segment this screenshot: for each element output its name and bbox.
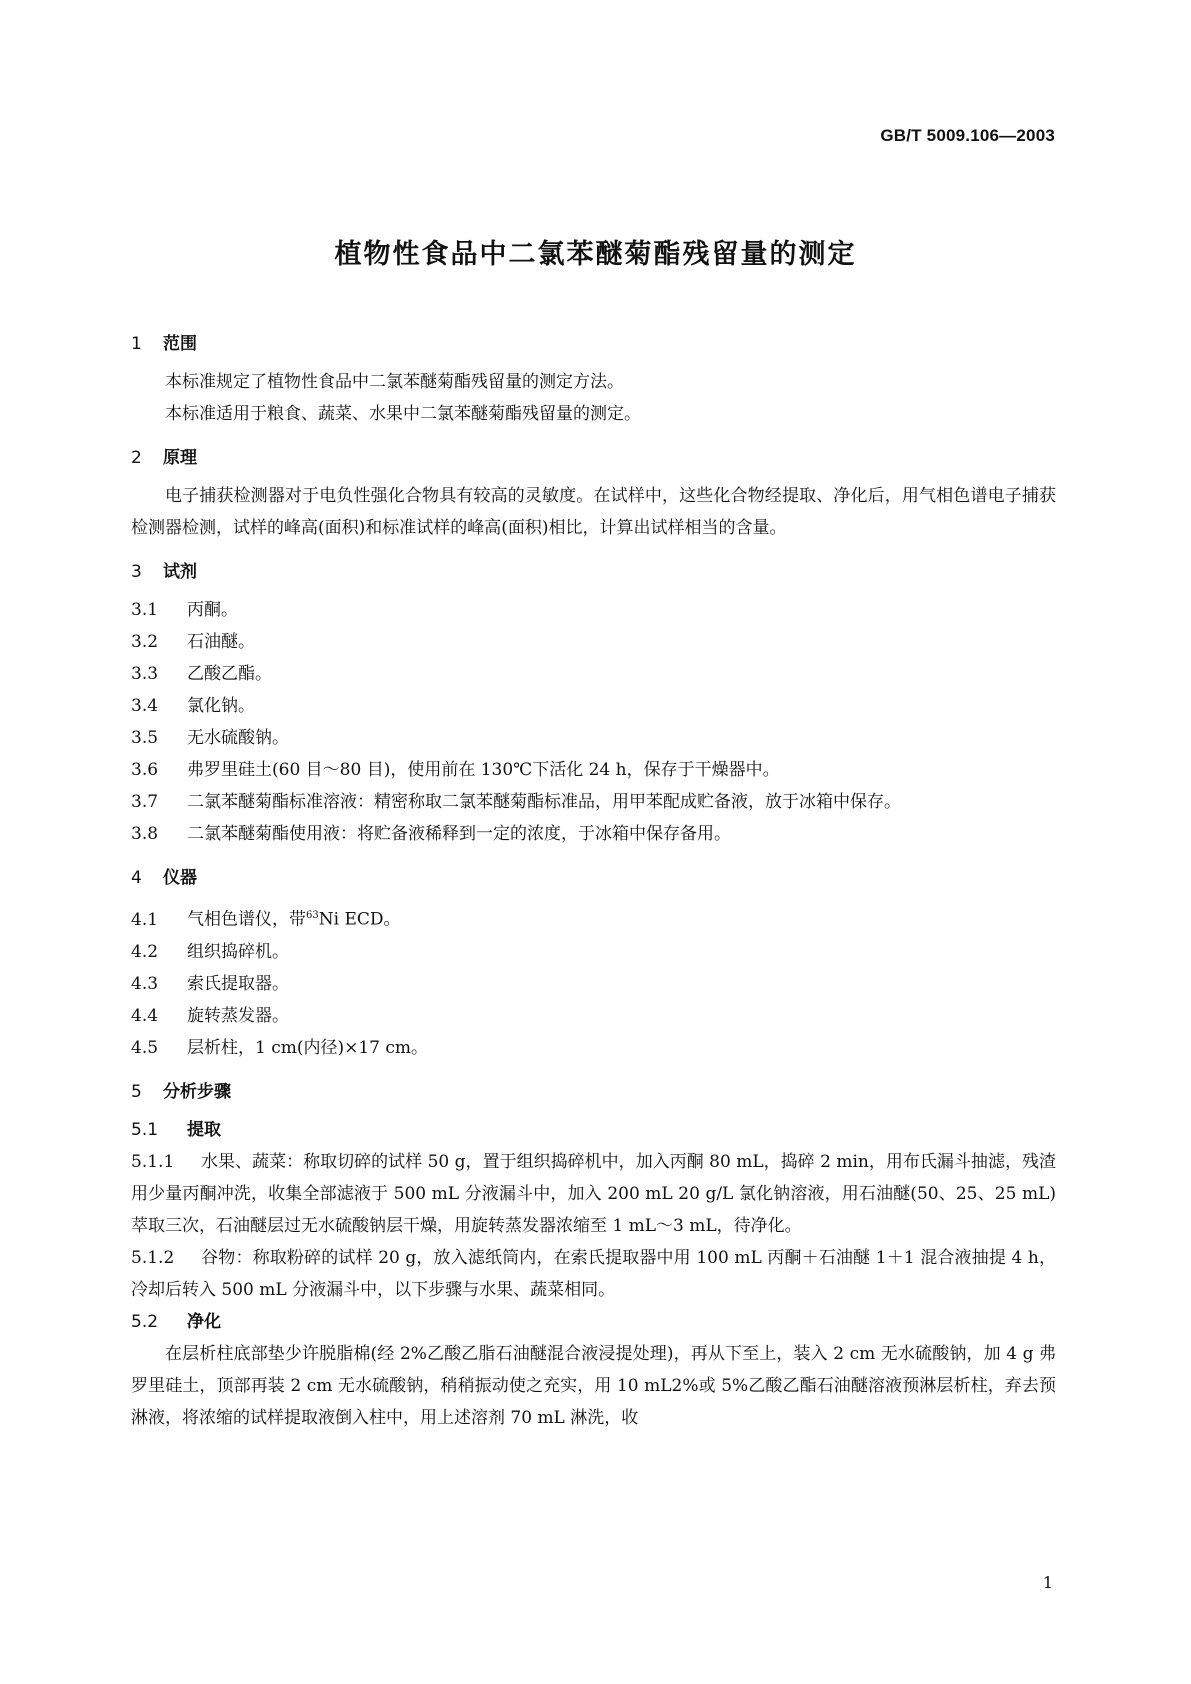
list-item (131, 818, 1056, 850)
item-text: 气相色谱仪，带 (187, 909, 306, 930)
section-number: 4 (131, 868, 142, 888)
section-heading-procedure (131, 1076, 1056, 1108)
document-title: 植物性食品中二氯苯醚菊酯残留量的测定 (334, 239, 857, 270)
item-text: 索氏提取器。 (187, 973, 289, 994)
list-item (131, 658, 1056, 690)
item-number: 3.6 (131, 760, 159, 780)
item-text: 石油醚。 (187, 632, 255, 652)
item-text: 二氯苯醚菊酯标准溶液：精密称取二氯苯醚菊酯标准品，用甲苯配成贮备液，放于冰箱中保存。 (187, 792, 901, 812)
section-title: 分析步骤 (163, 1081, 231, 1102)
item-text: 二氯苯醚菊酯使用液：将贮备液稀释到一定的浓度，于冰箱中保存备用。 (187, 824, 731, 844)
item-number: 3.2 (131, 632, 159, 652)
section-number: 3 (131, 562, 142, 582)
list-item (131, 722, 1056, 754)
section-heading-apparatus (131, 862, 1056, 894)
section-number: 1 (131, 334, 142, 354)
list-item (131, 690, 1056, 722)
clause-number: 5.1.1 (131, 1151, 175, 1172)
subsection-title: 净化 (187, 1311, 221, 1332)
item-text: 丙酮。 (187, 600, 238, 620)
item-number: 4.3 (131, 973, 159, 994)
isotope-superscript: 63 (306, 910, 319, 921)
list-item (131, 626, 1056, 658)
section-heading-scope (131, 328, 1056, 360)
paragraph: 本标准适用于粮食、蔬菜、水果中二氯苯醚菊酯残留量的测定。 (165, 404, 641, 424)
paragraph: 在层析柱底部垫少许脱脂棉(经 2%乙酸乙脂石油醚混合液浸提处理)，再从下至上，装入 2 cm 无水硫酸钠，加 4 g 弗罗里硅土，顶部再装 2 cm 无水硫酸钠，稍稍振动使之充实，用 10 mL2%或 5%乙酸乙酯石油醚溶液预淋层析柱，弃去预淋液，将浓缩的试样提取液倒入柱中，用上述溶剂 70 mL 淋洗，收 (131, 1343, 1056, 1428)
list-item (131, 754, 1056, 786)
section-number: 2 (131, 448, 142, 468)
list-item (131, 1000, 1056, 1032)
section-title: 试剂 (163, 562, 197, 582)
item-number: 3.4 (131, 696, 159, 716)
paragraph: 本标准规定了植物性食品中二氯苯醚菊酯残留量的测定方法。 (165, 372, 624, 392)
list-item (131, 594, 1056, 626)
section-heading-reagents (131, 556, 1056, 588)
item-number: 3.8 (131, 824, 159, 844)
item-text: 层析柱，1 cm(内径)×17 cm。 (187, 1037, 429, 1058)
item-text: 无水硫酸钠。 (187, 728, 289, 748)
list-item (131, 936, 1056, 968)
section-heading-principle (131, 442, 1056, 474)
section-title: 原理 (163, 448, 197, 468)
standard-number: GB/T 5009.106—2003 (880, 126, 1055, 145)
subsection-heading-extraction (131, 1114, 1056, 1146)
document-body (131, 328, 1056, 1434)
list-item (131, 900, 1056, 936)
clause-text: 谷物：称取粉碎的试样 20 g，放入滤纸筒内，在索氏提取器中用 100 mL 丙酮＋石油醚 1＋1 混合液抽提 4 h，冷却后转入 500 mL 分液漏斗中，以下步骤与水果、蔬菜相同。 (131, 1247, 1056, 1300)
list-item (131, 968, 1056, 1000)
item-number: 4.1 (131, 909, 159, 930)
section-title: 仪器 (163, 868, 197, 888)
item-number: 4.5 (131, 1037, 159, 1058)
clause-number: 5.1.2 (131, 1247, 175, 1268)
item-number: 4.4 (131, 1005, 159, 1026)
subsection-number: 5.2 (131, 1311, 159, 1332)
section-number: 5 (131, 1081, 142, 1102)
item-number: 4.2 (131, 941, 159, 962)
item-number: 3.1 (131, 600, 159, 620)
item-text: 氯化钠。 (187, 696, 255, 716)
subsection-heading-cleanup (131, 1306, 1056, 1338)
subsection-title: 提取 (187, 1119, 221, 1140)
item-text: Ni ECD。 (318, 909, 401, 930)
clause-paragraph (131, 1146, 1056, 1242)
subsection-number: 5.1 (131, 1119, 159, 1140)
paragraph: 电子捕获检测器对于电负性强化合物具有较高的灵敏度。在试样中，这些化合物经提取、净化后，用气相色谱电子捕获检测器检测，试样的峰高(面积)和标准试样的峰高(面积)相比，计算出试样相当的含量。 (131, 486, 1056, 538)
item-number: 3.7 (131, 792, 159, 812)
item-number: 3.3 (131, 664, 159, 684)
list-item (131, 1032, 1056, 1064)
page-number: 1 (1042, 1573, 1053, 1592)
clause-text: 水果、蔬菜：称取切碎的试样 50 g，置于组织捣碎机中，加入丙酮 80 mL，捣碎 2 min，用布氏漏斗抽滤，残渣用少量丙酮冲洗，收集全部滤液于 500 mL 分液漏斗中，加入 200 mL 20 g/L 氯化钠溶液，用石油醚(50、25、25 mL)萃取三次，石油醚层过无水硫酸钠层干燥，用旋转蒸发器浓缩至 1 mL～3 mL，待净化。 (131, 1151, 1056, 1236)
item-number: 3.5 (131, 728, 159, 748)
clause-paragraph (131, 1242, 1056, 1306)
item-text: 弗罗里硅土(60 目～80 目)，使用前在 130℃下活化 24 h，保存于干燥器中。 (187, 760, 780, 780)
list-item (131, 786, 1056, 818)
section-title: 范围 (163, 334, 197, 354)
item-text: 旋转蒸发器。 (187, 1005, 289, 1026)
item-text: 乙酸乙酯。 (187, 664, 272, 684)
item-text: 组织捣碎机。 (187, 941, 289, 962)
